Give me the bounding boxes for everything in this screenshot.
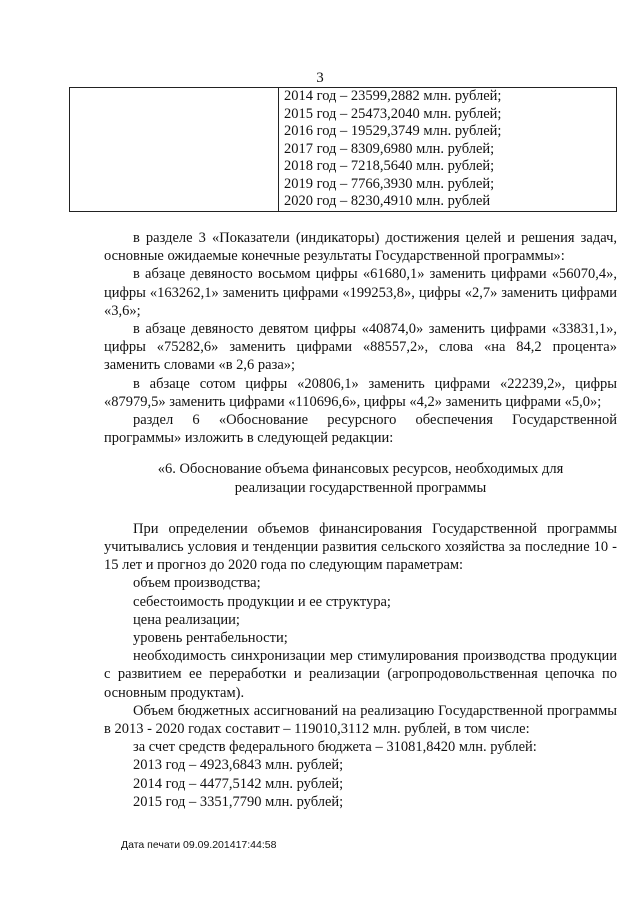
year-amount-line: 2015 год – 25473,2040 млн. рублей; — [284, 105, 502, 122]
list-item: себестоимость продукции и ее структура; — [133, 593, 391, 610]
paragraph: в абзаце девяносто восьмом цифры «61680,1» заменить цифрами «56070,4», цифры «163262,1» заменить цифрами «199253,8», цифры «2,7» заменить цифрами «3,6»; — [104, 266, 617, 319]
year-amount-line: 2018 год – 7218,5640 млн. рублей; — [284, 158, 495, 174]
list-item: уровень рентабельности; — [133, 630, 288, 647]
list-item: за счет средств федерального бюджета – 31081,8420 млн. рублей: — [133, 739, 537, 756]
table-empty-cell — [70, 88, 279, 212]
year-amount-line: 2017 год – 8309,6980 млн. рублей; — [284, 140, 495, 157]
federal-budget-list — [104, 738, 617, 811]
list-item: цена реализации; — [133, 611, 240, 628]
paragraph: необходимость синхронизации мер стимулирования производства продукции с развитием ее переработки и реализации (агропродовольственная цепочка по основным продуктам). — [104, 648, 617, 701]
list-item: 2013 год – 4923,6843 млн. рублей; — [133, 757, 344, 774]
table-values-cell — [279, 88, 617, 212]
year-amount-line: 2016 год – 19529,3749 млн. рублей; — [284, 123, 502, 139]
paragraph: раздел 6 «Обоснование ресурсного обеспечения Государственной программы» изложить в следующей редакции: — [104, 412, 617, 447]
year-amount-line: 2019 год – 7766,3930 млн. рублей; — [284, 175, 495, 192]
paragraph: в разделе 3 «Показатели (индикаторы) достижения целей и решения задач, основные ожидаемые конечные результаты Государственной программы»: — [104, 230, 617, 265]
parameter-list — [104, 574, 617, 647]
section-heading — [104, 460, 617, 496]
list-item: объем производства; — [133, 575, 261, 592]
list-item: 2014 год – 4477,5142 млн. рублей; — [133, 775, 344, 792]
print-date-footer: Дата печати 09.09.201417:44:58 — [121, 839, 277, 851]
year-amount-line: 2014 год – 23599,2882 млн. рублей; — [284, 88, 502, 104]
section-heading-line: реализации государственной программы — [234, 479, 487, 496]
paragraph: При определении объемов финансирования Государственной программы учитывались условия и тенденции развития сельского хозяйства за последние 10 - 15 лет и прогноз до 2020 года по следующим параметрам: — [104, 520, 617, 574]
table-row — [70, 88, 617, 212]
page-number: 3 — [316, 70, 324, 86]
paragraph: в абзаце девяносто девятом цифры «40874,0» заменить цифрами «33831,1», цифры «75282,6» заменить цифрами «88557,2», слова «на 84,2 процента» заменить словами «в 2,6 раза»; — [104, 321, 617, 374]
year-amount-line: 2020 год – 8230,4910 млн. рублей — [284, 193, 491, 209]
funding-table — [69, 87, 617, 212]
section-heading-line: «6. Обоснование объема финансовых ресурсов, необходимых для — [157, 461, 564, 478]
paragraph: Объем бюджетных ассигнований на реализацию Государственной программы в 2013 - 2020 годах составит – 119010,3112 млн. рублей, в том числе: — [104, 702, 617, 738]
paragraph: в абзаце сотом цифры «20806,1» заменить цифрами «22239,2», цифры «87979,5» заменить цифрами «110696,6», цифры «4,2» заменить цифрами «5,0»; — [104, 375, 617, 410]
list-item: 2015 год – 3351,7790 млн. рублей; — [133, 793, 344, 810]
document-body — [104, 229, 617, 811]
